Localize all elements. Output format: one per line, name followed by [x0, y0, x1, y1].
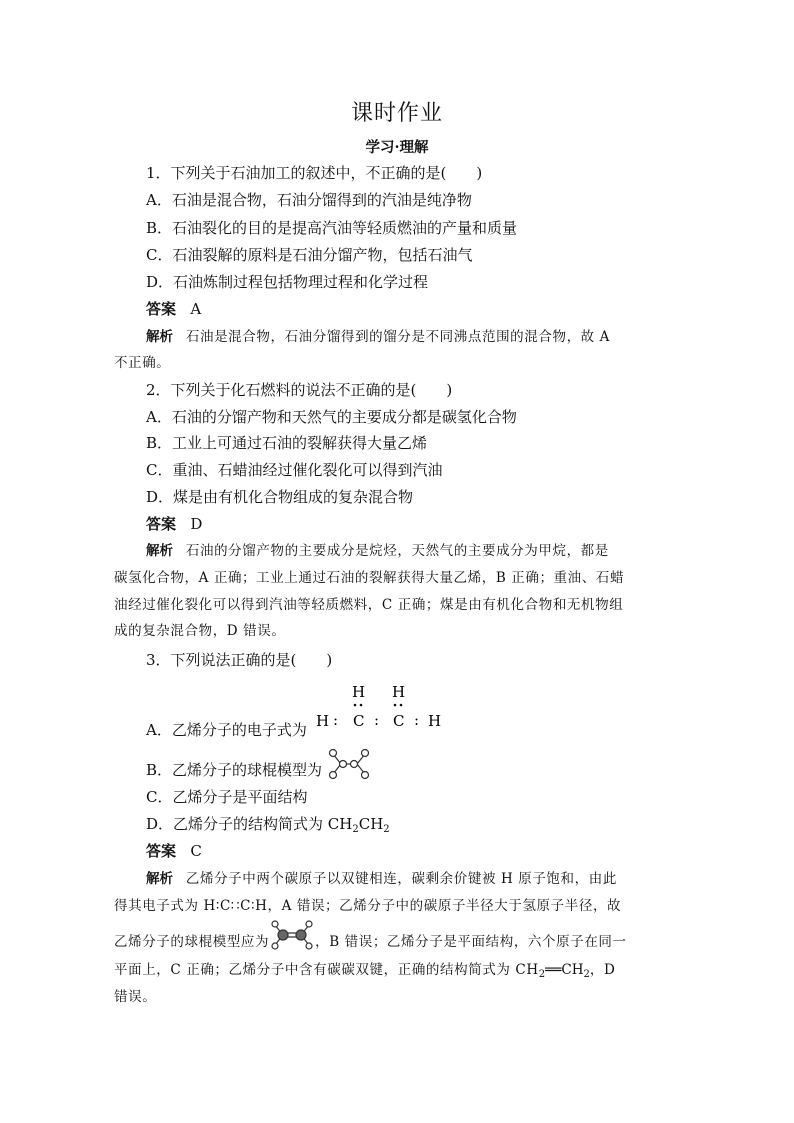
- option-b-text: B．乙烯分子的球棍模型为: [146, 761, 323, 779]
- question-2-analysis-line-2: [114, 568, 624, 588]
- lewis-colon: :: [333, 711, 339, 729]
- analysis-text: ，B 错误；乙烯分子是平面结构，六个原子在同一: [315, 934, 627, 950]
- question-3-stem: 3．下列说法正确的是( ): [146, 651, 333, 669]
- question-3-option-c: C．乙烯分子是平面结构: [146, 788, 308, 806]
- analysis-label: 解析: [146, 871, 173, 887]
- lewis-carbon-1: C: [353, 712, 365, 730]
- subscript: 2: [383, 824, 390, 835]
- answer-value: D: [190, 515, 203, 533]
- subscript: 2: [583, 969, 590, 980]
- correct-ball-stick-model-icon: [269, 918, 315, 952]
- analysis-text: 石油的分馏产物的主要成分是烷烃，天然气的主要成分为甲烷，都是: [185, 543, 609, 559]
- lewis-top-h-2: H: [392, 683, 406, 701]
- lewis-left-h: H: [316, 712, 330, 730]
- analysis-text: 平面上，C 正确；乙烯分子中含有碳碳双键，正确的结构简式为 CH: [114, 962, 539, 978]
- question-2-option-d: D．煤是由有机化合物组成的复杂混合物: [146, 488, 414, 506]
- answer-label: 答案: [146, 842, 177, 860]
- question-1-answer: [146, 299, 201, 319]
- section-heading: 学习·理解: [365, 139, 429, 156]
- question-1-option-c: C．石油裂解的原料是石油分馏产物，包括石油气: [146, 246, 473, 264]
- question-2-analysis-line-4: [114, 621, 285, 641]
- analysis-label: 解析: [146, 329, 173, 345]
- analysis-text: 乙烯分子中两个碳原子以双键相连，碳剩余价键被 H 原子饱和，由此: [185, 871, 617, 887]
- analysis-text: ，D: [589, 962, 616, 978]
- ethylene-lewis-structure: [316, 682, 446, 740]
- question-2-option-a: A．石油的分馏产物和天然气的主要成分都是碳氢化合物: [146, 408, 517, 426]
- question-3-option-b: [146, 760, 373, 781]
- analysis-text: 油经过催化裂化可以得到汽油等轻质燃料，C 正确；煤是由有机化合物和无机物组: [114, 597, 624, 613]
- question-2-answer: [146, 514, 202, 534]
- analysis-text: CH: [561, 962, 584, 978]
- question-1-analysis-line-2: [114, 353, 170, 373]
- lewis-right-h: H: [428, 712, 442, 730]
- answer-value: A: [190, 300, 202, 318]
- question-3-option-d: [146, 814, 390, 840]
- question-2-analysis-line-3: [114, 595, 623, 615]
- question-3-analysis-line-1: [146, 869, 617, 889]
- analysis-text: 成的复杂混合物，D 错误。: [114, 623, 286, 639]
- subscript: 2: [538, 969, 546, 980]
- answer-label: 答案: [146, 300, 177, 318]
- answer-label: 答案: [146, 515, 177, 533]
- question-3-analysis-line-3: [114, 932, 627, 952]
- question-1-option-a: A．石油是混合物，石油分馏得到的汽油是纯净物: [146, 191, 472, 209]
- answer-value: C: [190, 842, 202, 860]
- question-1-analysis-line-1: [146, 327, 610, 347]
- question-1-stem: 1．下列关于石油加工的叙述中，不正确的是( ): [146, 164, 483, 182]
- ball-stick-model-icon: [327, 747, 373, 781]
- option-d-text: D．乙烯分子的结构简式为 CH: [146, 815, 353, 833]
- question-2-option-c: C．重油、石蜡油经过催化裂化可以得到汽油: [146, 461, 443, 479]
- question-3-analysis-line-4: [114, 960, 615, 985]
- analysis-label: 解析: [146, 543, 173, 559]
- analysis-text: 乙烯分子的球棍模型应为: [114, 934, 270, 950]
- analysis-text: 碳氢化合物，A 正确；工业上通过石油的裂解获得大量乙烯，B 正确；重油、石蜡: [114, 570, 625, 586]
- lewis-colon: :: [374, 711, 380, 729]
- analysis-text: 不正确。: [114, 355, 171, 371]
- question-3-analysis-line-5: [114, 987, 156, 1007]
- question-3-analysis-line-2: [114, 896, 621, 916]
- question-1-option-d: D．石油炼制过程包括物理过程和化学过程: [146, 273, 429, 291]
- analysis-text: 得其电子式为 H∶C∷C∶H，A 错误；乙烯分子中的碳原子半径大于氢原子半径，故: [114, 898, 622, 914]
- lewis-top-h-1: H: [352, 683, 366, 701]
- question-2-option-b: B．工业上可通过石油的裂解获得大量乙烯: [146, 434, 428, 452]
- question-2-analysis-line-1: [146, 541, 609, 561]
- double-bond-symbol: ══: [545, 962, 562, 978]
- question-2-stem: 2．下列关于化石燃料的说法不正确的是( ): [146, 381, 453, 399]
- question-1-option-b: B．石油裂化的目的是提高汽油等轻质燃油的产量和质量: [146, 219, 518, 237]
- lewis-colon: :: [414, 711, 420, 729]
- analysis-text: 错误。: [114, 989, 157, 1005]
- analysis-text: 石油是混合物，石油分馏得到的馏分是不同沸点范围的混合物，故 A: [185, 329, 611, 345]
- option-d-text: CH: [358, 815, 384, 833]
- subscript: 2: [352, 824, 359, 835]
- question-3-option-a: A．乙烯分子的电子式为: [146, 721, 307, 739]
- lewis-carbon-2: C: [393, 712, 405, 730]
- question-3-answer: [146, 841, 202, 861]
- page-title: 课时作业: [350, 101, 443, 126]
